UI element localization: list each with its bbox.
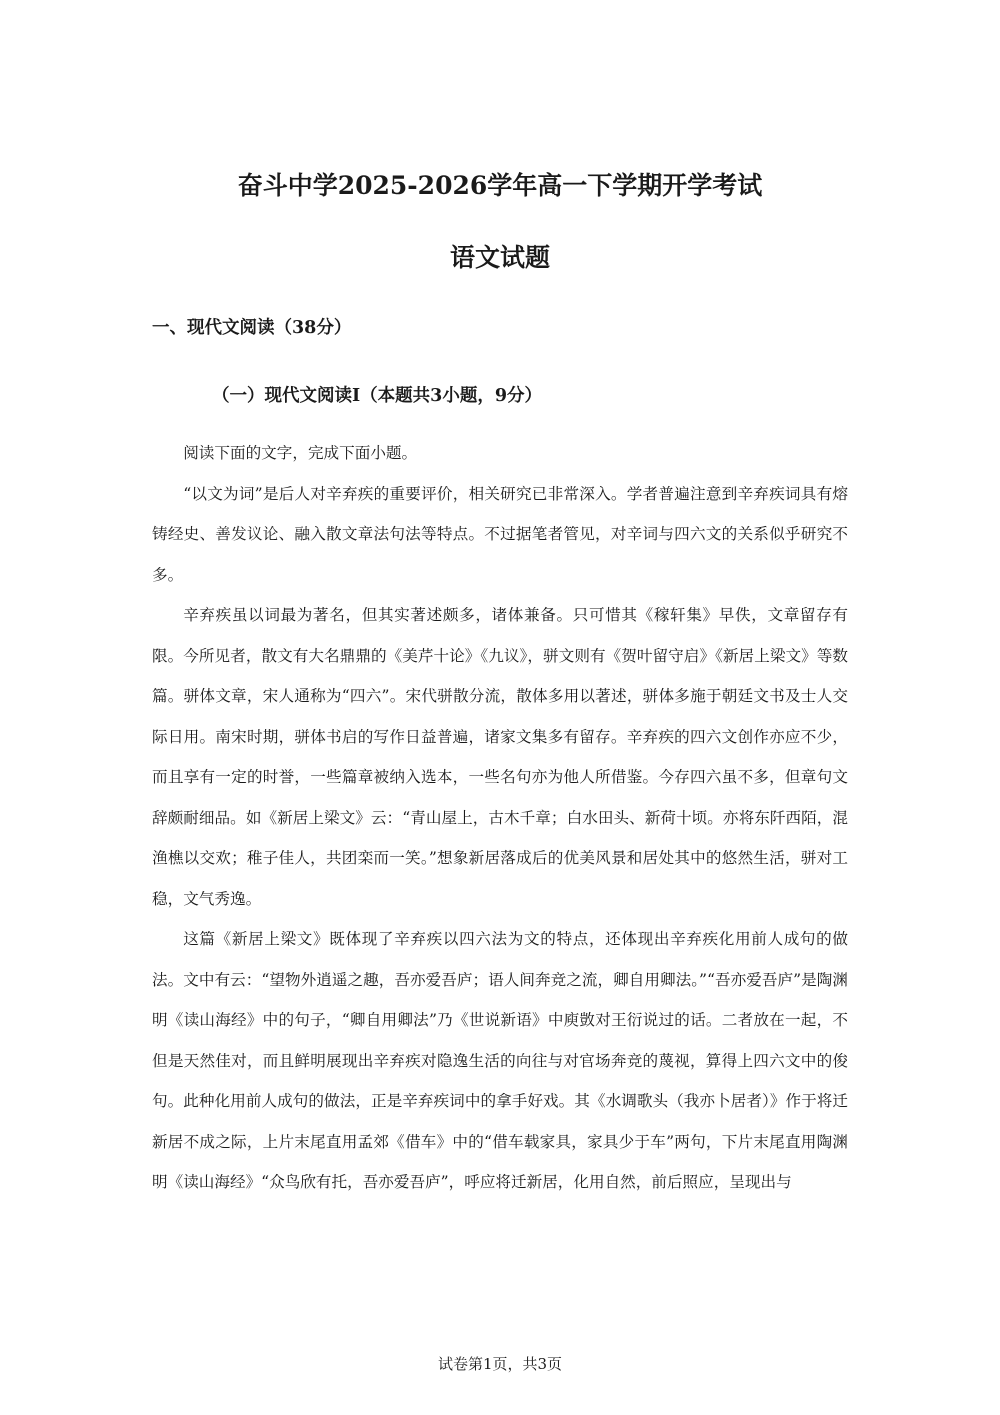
exam-title: 奋斗中学2025-2026学年高一下学期开学考试 <box>237 171 763 200</box>
reading-passage <box>152 433 848 1203</box>
instruction-paragraph: 阅读下面的文字，完成下面小题。 <box>183 444 418 462</box>
passage-paragraph: 这篇《新居上梁文》既体现了辛弃疾以四六法为文的特点，还体现出辛弃疾化用前人成句的做法。文中有云：“望物外逍遥之趣，吾亦爱吾庐；语人间奔竞之流，卿自用卿法。”“吾亦爱吾庐”是陶渊明《读山海经》中的句子，“卿自用卿法”乃《世说新语》中庾敳对王衍说过的话。二者放在一起，不但是天然佳对，而且鲜明展现出辛弃疾对隐逸生活的向往与对官场奔竞的蔑视，算得上四六文中的俊句。此种化用前人成句的做法，正是辛弃疾词中的拿手好戏。其《水调歌头（我亦卜居者）》作于将迁新居不成之际，上片末尾直用孟郊《借车》中的“借车载家具，家具少于车”两句，下片末尾直用陶渊明《读山海经》“众鸟欣有托，吾亦爱吾庐”，呼应将迁新居，化用自然，前后照应，呈现出与 <box>152 930 848 1191</box>
section-heading: 一、现代文阅读（38分） <box>152 318 352 338</box>
passage-paragraph: 辛弃疾虽以词最为著名，但其实著述颇多，诸体兼备。只可惜其《稼轩集》早佚，文章留存有限。今所见者，散文有大名鼎鼎的《美芹十论》《九议》，骈文则有《贺叶留守启》《新居上梁文》等数篇。骈体文章，宋人通称为“四六”。宋代骈散分流，散体多用以著述，骈体多施于朝廷文书及士人交际日用。南宋时期，骈体书启的写作日益普遍，诸家文集多有留存。辛弃疾的四六文创作亦应不少，而且享有一定的时誉，一些篇章被纳入选本，一些名句亦为他人所借鉴。今存四六虽不多，但章句文辞颇耐细品。如《新居上梁文》云：“青山屋上，古木千章；白水田头、新荷十顷。亦将东阡西陌，混渔樵以交欢；稚子佳人，共团栾而一笑。”想象新居落成后的优美风景和居处其中的悠然生活，骈对工稳，文气秀逸。 <box>152 606 848 908</box>
subsection-heading: （一）现代文阅读I（本题共3小题，9分） <box>212 386 543 406</box>
page-footer: 试卷第1页，共3页 <box>437 1355 563 1373</box>
exam-subtitle: 语文试题 <box>449 243 550 272</box>
passage-paragraph: “以文为词”是后人对辛弃疾的重要评价，相关研究已非常深入。学者普遍注意到辛弃疾词具有熔铸经史、善发议论、融入散文章法句法等特点。不过据笔者管见，对辛词与四六文的关系似乎研究不多。 <box>152 484 848 584</box>
